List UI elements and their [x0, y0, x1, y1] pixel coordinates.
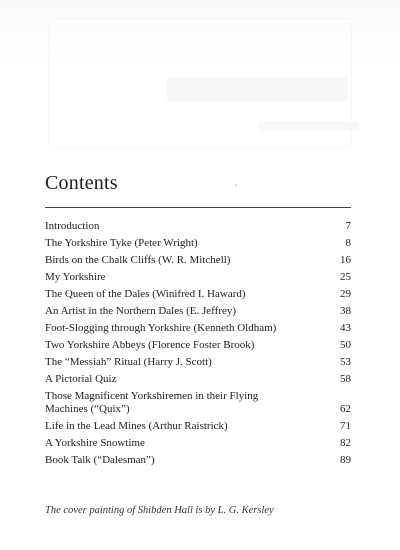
toc-entry-title: The Yorkshire Tyke (Peter Wright) [45, 237, 198, 249]
heading-rule [45, 207, 351, 208]
toc-entry [45, 254, 351, 267]
toc-entry-title: Life in the Lead Mines (Arthur Raistrick) [45, 420, 228, 432]
toc-entry-title: A Pictorial Quiz [45, 373, 117, 385]
table-of-contents [45, 220, 351, 467]
toc-entry-page: 71 [340, 420, 351, 432]
toc-entry-page: 53 [340, 356, 351, 368]
toc-entry [45, 237, 351, 250]
paper-speck [235, 184, 237, 186]
toc-entry-title: My Yorkshire [45, 271, 106, 283]
toc-entry-title: Foot-Slogging through Yorkshire (Kenneth Oldham) [45, 322, 277, 334]
toc-entry-page: 29 [340, 288, 351, 300]
toc-entry-title: Introduction [45, 220, 100, 232]
toc-entry [45, 339, 351, 352]
show-through-subtitle [259, 121, 359, 131]
toc-entry [45, 390, 351, 416]
toc-entry-page: 43 [340, 322, 351, 334]
toc-entry-title: Book Talk (“Dalesman”) [45, 454, 155, 466]
toc-entry-title: The “Messiah” Ritual (Harry J. Scott) [45, 356, 212, 368]
toc-entry-page: 25 [340, 271, 351, 283]
toc-entry-page: 82 [340, 437, 351, 449]
toc-entry [45, 373, 351, 386]
toc-entry [45, 322, 351, 335]
toc-entry [45, 288, 351, 301]
toc-entry-page: 16 [340, 254, 351, 266]
toc-entry [45, 220, 351, 233]
toc-entry [45, 454, 351, 467]
toc-entry-page: 62 [340, 403, 351, 415]
toc-entry-title: An Artist in the Northern Dales (E. Jeffrey) [45, 305, 237, 317]
toc-entry [45, 305, 351, 318]
toc-entry [45, 356, 351, 369]
toc-entry-page: 50 [340, 339, 351, 351]
cover-note: The cover painting of Shibden Hall is by L. G. Kersley [45, 505, 274, 516]
toc-entry-page: 38 [340, 305, 351, 317]
show-through-block [48, 18, 352, 148]
toc-entry-page: 58 [340, 373, 351, 385]
toc-entry-title: Two Yorkshire Abbeys (Florence Foster Brook) [45, 339, 255, 351]
toc-entry-page: 8 [345, 237, 351, 249]
toc-entry-page: 89 [340, 454, 351, 466]
show-through-title [167, 77, 347, 101]
toc-entry [45, 420, 351, 433]
toc-entry-page: 7 [345, 220, 351, 232]
toc-entry [45, 271, 351, 284]
toc-entry-title: The Queen of the Dales (Winifred I. Haward) [45, 288, 246, 300]
toc-entry-title: Those Magnificent Yorkshiremen in their Flying Machines (“Quix”) [45, 390, 259, 415]
toc-entry-title: A Yorkshire Snowtime [45, 437, 145, 449]
toc-entry [45, 437, 351, 450]
toc-entry-title: Birds on the Chalk Cliffs (W. R. Mitchell) [45, 254, 231, 266]
contents-heading: Contents [45, 172, 118, 194]
